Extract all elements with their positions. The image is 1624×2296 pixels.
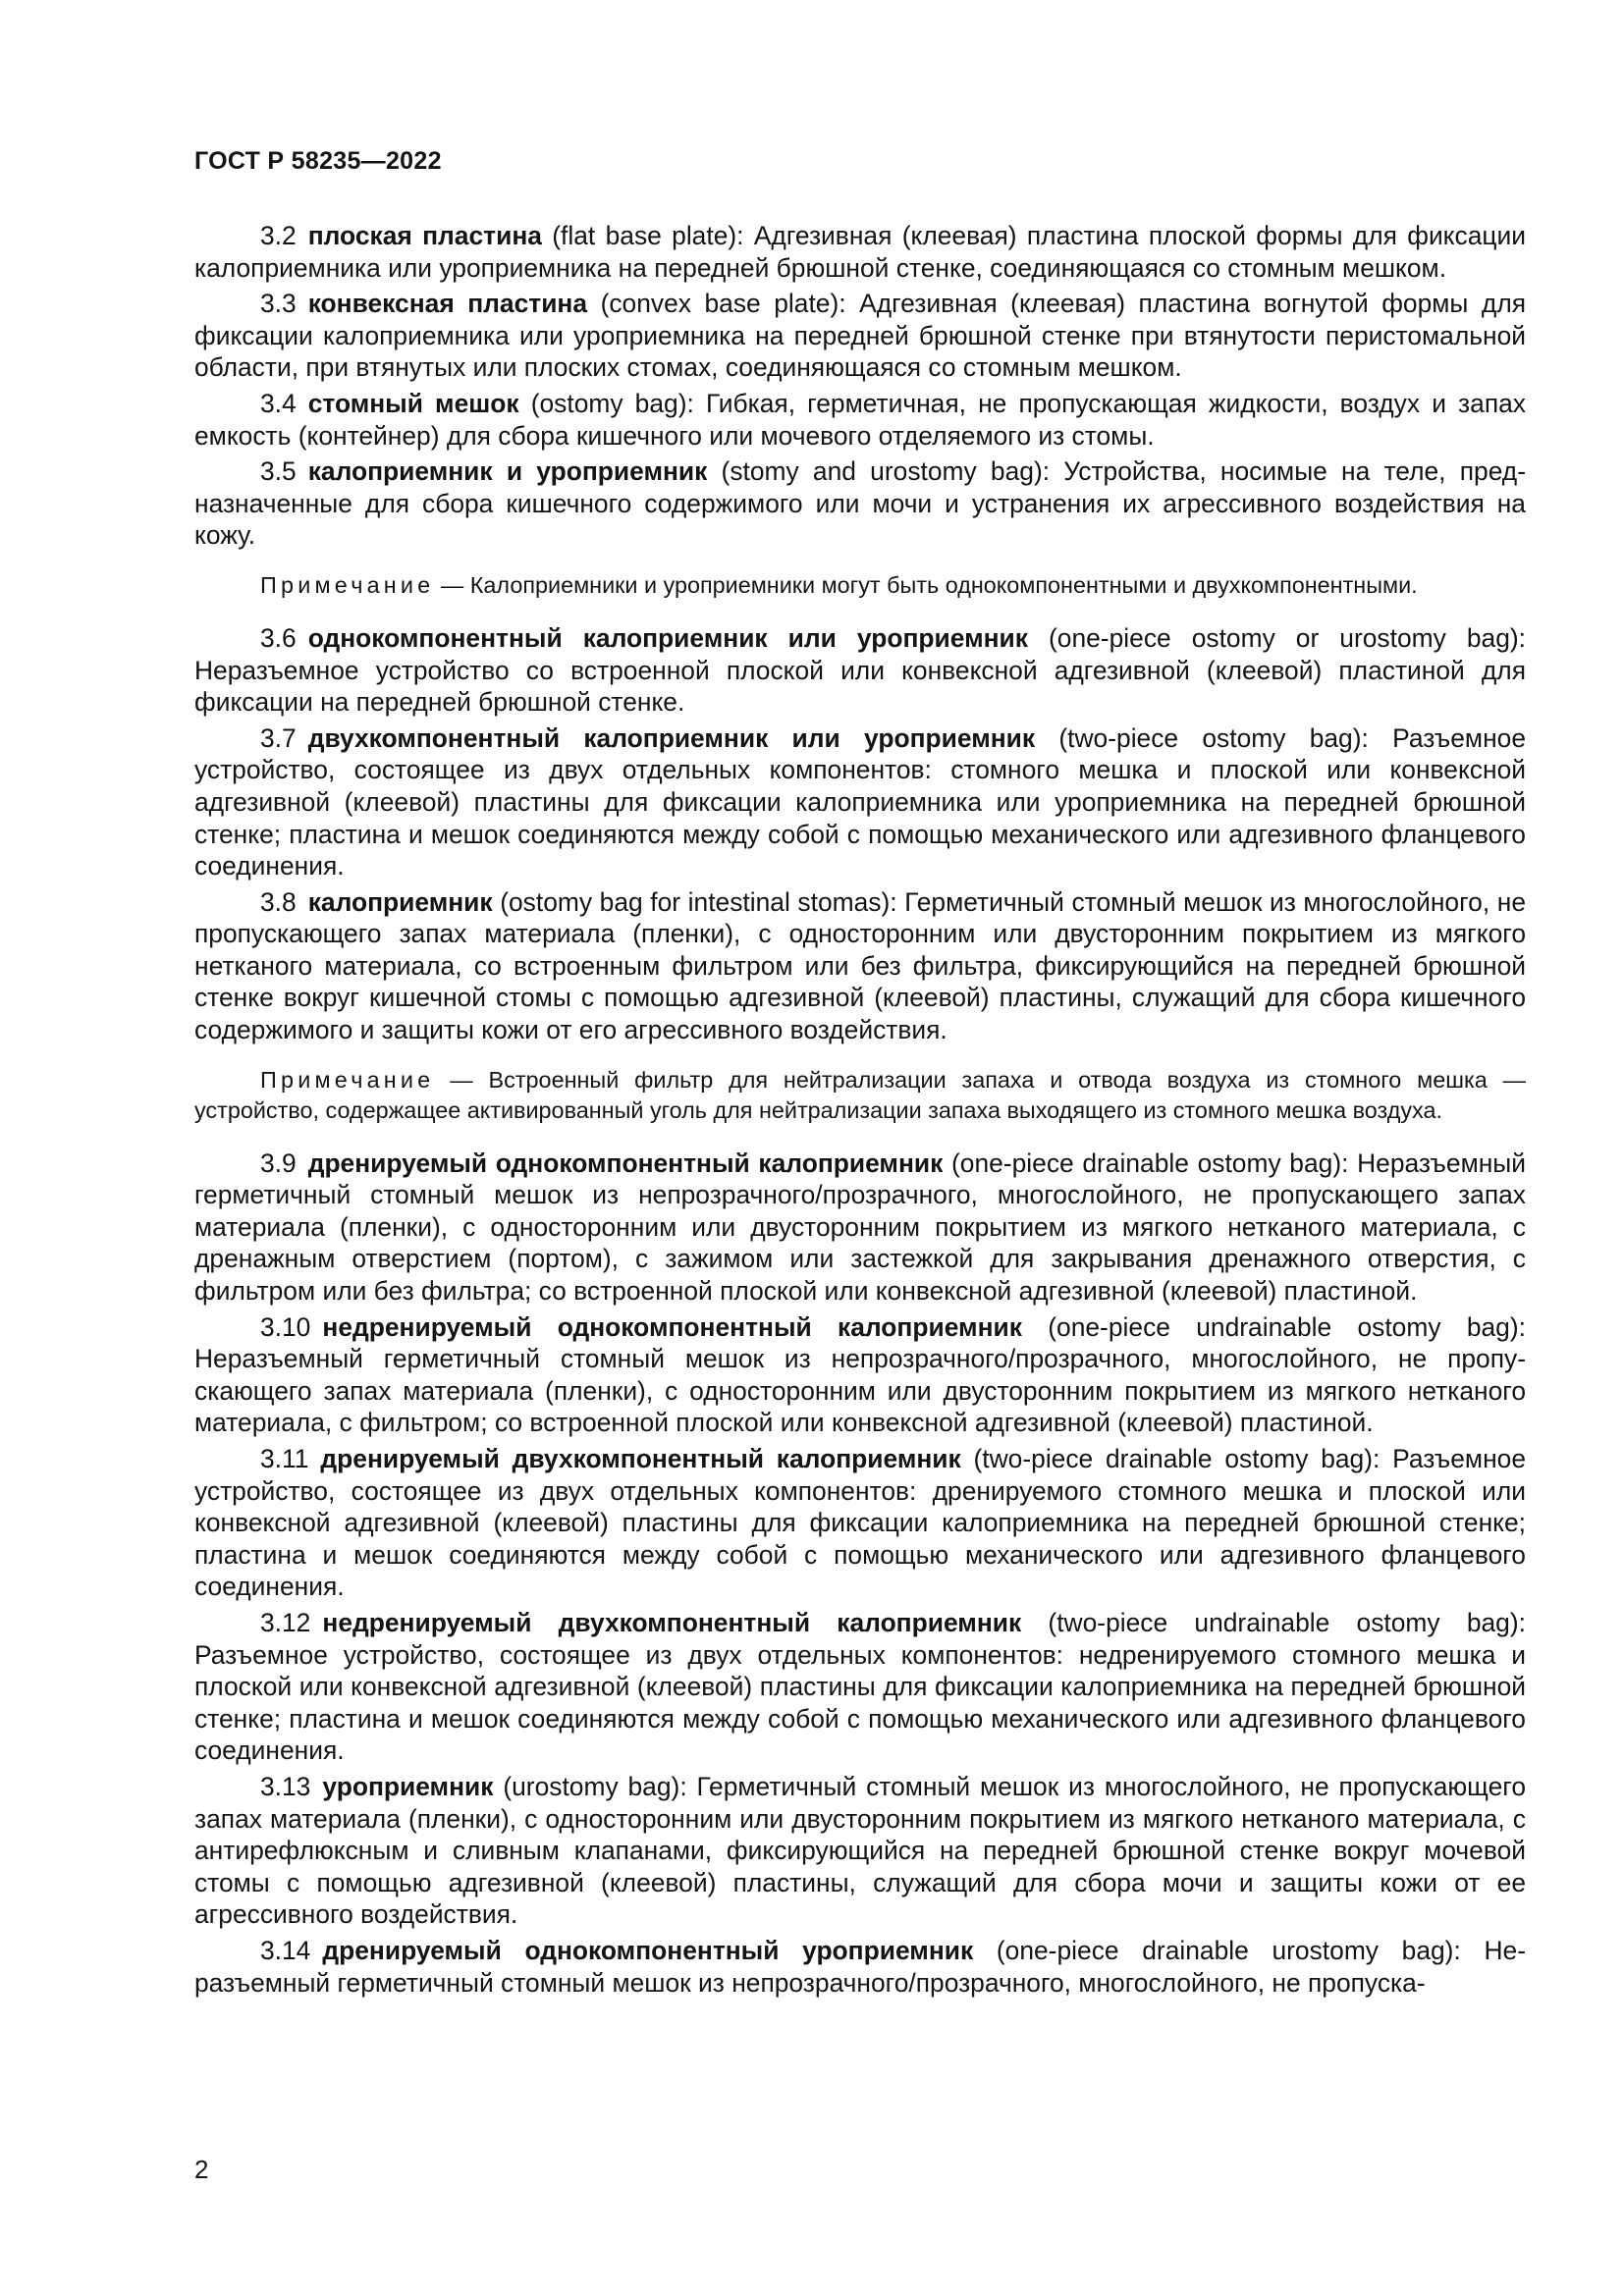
definition-text: (urostomy bag): Герметичный стомный мешок из многослойного, не пропускающего запах материала (пленки), с односторонним или двусторонним покрытием из мягкого нетканого материала, с антирефлюксным и сливным клапанами, фиксирующийся на передней брюшной стенке вокруг мочевой стомы с помощью адгезивной (клеевой) пластины, служащий для сбора мочи и защиты кожи от ее агрессивного воздействия. bbox=[194, 1771, 1526, 1930]
definition-3-4 bbox=[194, 388, 1526, 452]
definition-3-7 bbox=[194, 722, 1526, 882]
definition-text: (two-piece ostomy bag): Разъемное устройство, состоящее из двух отдельных компонентов: стомного мешка и плоской или конвексной адгезивной (клеевой) пластины для фиксации калоприемника или уроприемника на передней брюшной стенке; пластина и мешок соединяются между собой с помощью механического или адгезивного фланцевого соединения. bbox=[194, 722, 1526, 881]
definition-3-5 bbox=[194, 455, 1526, 552]
definition-text: (stomy and urostomy bag): Устройства, носимые на теле, предназначенные для сбора кишечного содержимого или мочи и устранения их агрессивного воздействия на кожу. bbox=[194, 456, 1526, 551]
clause-number: 3.13 bbox=[260, 1771, 311, 1801]
clause-number: 3.8 bbox=[260, 886, 297, 917]
definition-text: (one-piece undrainable ostomy bag): Неразъемный герметичный стомный мешок из непрозрачного/прозрачного, многослойного, не пропускающего запах материала (пленки), с односторонним или двусторонним покрытием из мягкого нетканого материала, с фильтром; со встроенной плоской или конвексной адгезивной (клеевой) пластиной. bbox=[194, 1311, 1526, 1438]
definition-3-14 bbox=[194, 1935, 1526, 1999]
term: калоприемник bbox=[307, 886, 493, 917]
term: двухкомпонентный калоприемник или уроприемник bbox=[307, 722, 1036, 753]
term: дренируемый однокомпонентный уроприемник bbox=[322, 1935, 974, 1965]
term: недренируемый двухкомпонентный калоприемник bbox=[322, 1607, 1022, 1637]
definition-text: (flat base plate): Адгезивная (клеевая) пластина плоской формы для фиксации калоприемника или уроприемника на передней брюшной стенке, соединяющаяся со стомным мешком. bbox=[194, 221, 1526, 283]
definition-3-10 bbox=[194, 1311, 1526, 1439]
clause-number: 3.9 bbox=[260, 1148, 297, 1178]
definition-3-9 bbox=[194, 1148, 1526, 1308]
note-text: — Встроенный фильтр для нейтрализации запаха и отвода воздуха из стомного мешка — устройство, содержащее активированный уголь для нейтрализации запаха выходящего из стомного мешка воздуха. bbox=[194, 1066, 1526, 1123]
clause-number: 3.14 bbox=[260, 1935, 311, 1965]
definition-text: (one-piece drainable urostomy bag): Неразъемный герметичный стомный мешок из непрозрачного/прозрачного, многослойного, не пропуска- bbox=[194, 1935, 1527, 1998]
clause-number: 3.12 bbox=[260, 1607, 311, 1637]
definition-3-6 bbox=[194, 622, 1526, 719]
definition-text: (ostomy bag): Гибкая, герметичная, не пропускающая жидкости, воздух и запах емкость (контейнер) для сбора кишечного или мочевого отделяемого из стомы. bbox=[194, 388, 1526, 451]
definition-3-11 bbox=[194, 1443, 1526, 1603]
definition-text: (two-piece drainable ostomy bag): Разъемное устройство, состоящее из двух отдельных компонентов: дренируемого стомного мешка и плоской или конвексной адгезивной (клеевой) пластины для фиксации калоприемника на передней брюшной стенке; пластина и мешок соединяются между собой с помощью механического или адгезивного фланцевого соединения. bbox=[194, 1444, 1526, 1602]
term: дренируемый двухкомпонентный калоприемник bbox=[320, 1444, 961, 1473]
clause-number: 3.11 bbox=[260, 1444, 309, 1473]
clause-number: 3.7 bbox=[260, 722, 297, 753]
note-text: — Калоприемники и уроприемники могут быть однокомпонентными и двухкомпонентными. bbox=[434, 571, 1418, 598]
definition-text: (one-piece ostomy or urostomy bag): Неразъемное устройство со встроенной плоской или конвексной адгезивной (клеевой) пластиной для фиксации на передней брюшной стенке. bbox=[194, 622, 1526, 718]
definition-3-8 bbox=[194, 886, 1526, 1046]
note-2 bbox=[194, 1065, 1526, 1126]
term: плоская пластина bbox=[307, 221, 542, 250]
clause-number: 3.10 bbox=[260, 1311, 311, 1342]
clause-number: 3.6 bbox=[260, 622, 297, 653]
definition-text: (one-piece drainable ostomy bag): Неразъемный герметичный стомный мешок из непрозрачного/прозрачного, многослойного, не пропускающего запах материала (пленки), с односторонним или двусторонним покрытием из мягкого нетканого материала, с дренажным отверстием (портом), с зажимом или застежкой для закрывания дренажного отверстия, с фильтром или без фильтра; со встроенной плоской или конвексной адгезивной (клеевой) пластиной. bbox=[194, 1148, 1527, 1307]
page-number: 2 bbox=[194, 2155, 209, 2184]
term: конвексная пластина bbox=[307, 289, 588, 319]
note-label: Примечание bbox=[260, 1066, 435, 1093]
definition-3-13 bbox=[194, 1771, 1526, 1931]
term: однокомпонентный калоприемник или уроприемник bbox=[307, 622, 1028, 653]
definition-text: (convex base plate): Адгезивная (клеевая) пластина вогнутой формы для фиксации калоприемника или уроприемника на передней брюшной стенке при втянутости перистомальной области, при втянутых или плоских стомах, соединяющаяся со стомным мешком. bbox=[194, 289, 1527, 383]
definition-3-3 bbox=[194, 288, 1526, 384]
clause-number: 3.3 bbox=[260, 289, 297, 319]
term: стомный мешок bbox=[307, 388, 519, 418]
note-label: Примечание bbox=[260, 571, 435, 598]
document-body bbox=[194, 220, 1526, 2002]
definition-3-2 bbox=[194, 220, 1526, 284]
term: калоприемник и уроприемник bbox=[307, 456, 708, 487]
definition-text: (two-piece undrainable ostomy bag): Разъемное устройство, состоящее из двух отдельных компонентов: недренируемого стомного мешка и плоской или конвексной адгезивной (клеевой) пластины для фиксации калоприемника на передней брюшной стенке; пластина и мешок соединяются между собой с помощью механического или адгезивного фланцевого соединения. bbox=[194, 1607, 1526, 1766]
definition-3-12 bbox=[194, 1607, 1526, 1767]
term: уроприемник bbox=[322, 1771, 494, 1801]
definition-text: (ostomy bag for intestinal stomas): Герметичный стомный мешок из многослойного, не пропускающего запах материала (пленки), с односторонним или двусторонним покрытием из мягкого нетканого материала, со встроенным фильтром или без фильтра, фиксирующийся на передней брюшной стенке вокруг кишечной стомы с помощью адгезивной (клеевой) пластины, служащий для сбора кишечного содержимого и защиты кожи от его агрессивного воздействия. bbox=[194, 886, 1526, 1045]
term: дренируемый однокомпонентный калоприемник bbox=[307, 1148, 944, 1178]
note-1 bbox=[194, 570, 1526, 601]
clause-number: 3.4 bbox=[260, 388, 297, 418]
document-code-header: ГОСТ Р 58235—2022 bbox=[194, 147, 442, 175]
clause-number: 3.2 bbox=[260, 221, 297, 250]
clause-number: 3.5 bbox=[260, 456, 297, 487]
term: недренируемый однокомпонентный калоприемник bbox=[322, 1311, 1022, 1342]
